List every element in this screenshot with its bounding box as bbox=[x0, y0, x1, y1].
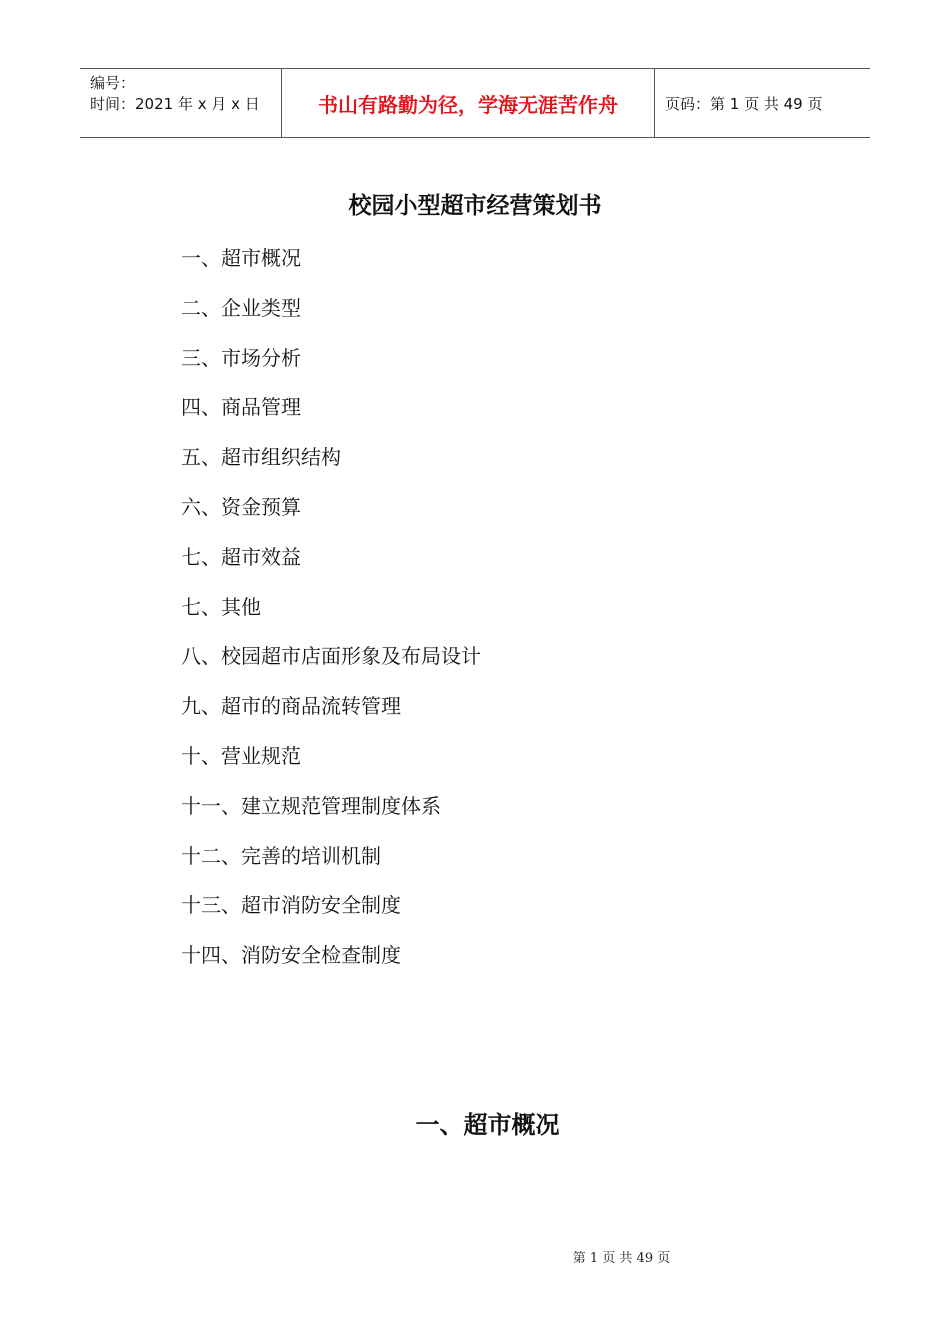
table-of-contents bbox=[181, 238, 481, 985]
toc-item: 十四、消防安全检查制度 bbox=[181, 943, 401, 968]
header-motto: 书山有路勤为径，学海无涯苦作舟 bbox=[318, 92, 618, 117]
toc-item: 一、超市概况 bbox=[181, 246, 301, 270]
document-title: 校园小型超市经营策划书 bbox=[348, 192, 602, 219]
page-footer: 第 1 页 共 49 页 bbox=[572, 1251, 671, 1266]
toc-item: 六、资金预算 bbox=[181, 494, 301, 519]
header-meta bbox=[80, 69, 282, 137]
toc-item: 十、营业规范 bbox=[181, 743, 301, 768]
section-heading: 一、超市概况 bbox=[415, 1110, 560, 1139]
toc-item: 三、市场分析 bbox=[181, 345, 301, 370]
toc-item: 七、其他 bbox=[181, 594, 261, 619]
toc-item: 十三、超市消防安全制度 bbox=[181, 893, 401, 918]
toc-item: 二、企业类型 bbox=[181, 295, 301, 320]
toc-item: 四、商品管理 bbox=[181, 395, 301, 420]
page-header bbox=[80, 68, 870, 138]
toc-item: 八、校园超市店面形象及布局设计 bbox=[181, 644, 481, 669]
toc-item: 七、超市效益 bbox=[181, 544, 301, 569]
toc-item: 十一、建立规范管理制度体系 bbox=[181, 793, 441, 818]
header-time-label: 时间：2021 年 x 月 x 日 bbox=[90, 95, 260, 113]
header-page-info-cell bbox=[655, 69, 870, 137]
header-page-info: 页码：第 1 页 共 49 页 bbox=[665, 94, 823, 113]
header-motto-cell bbox=[282, 69, 655, 137]
header-number-label: 编号： bbox=[90, 74, 136, 92]
toc-item: 五、超市组织结构 bbox=[181, 445, 341, 470]
toc-item: 九、超市的商品流转管理 bbox=[181, 694, 401, 719]
toc-item: 十二、完善的培训机制 bbox=[181, 843, 381, 868]
